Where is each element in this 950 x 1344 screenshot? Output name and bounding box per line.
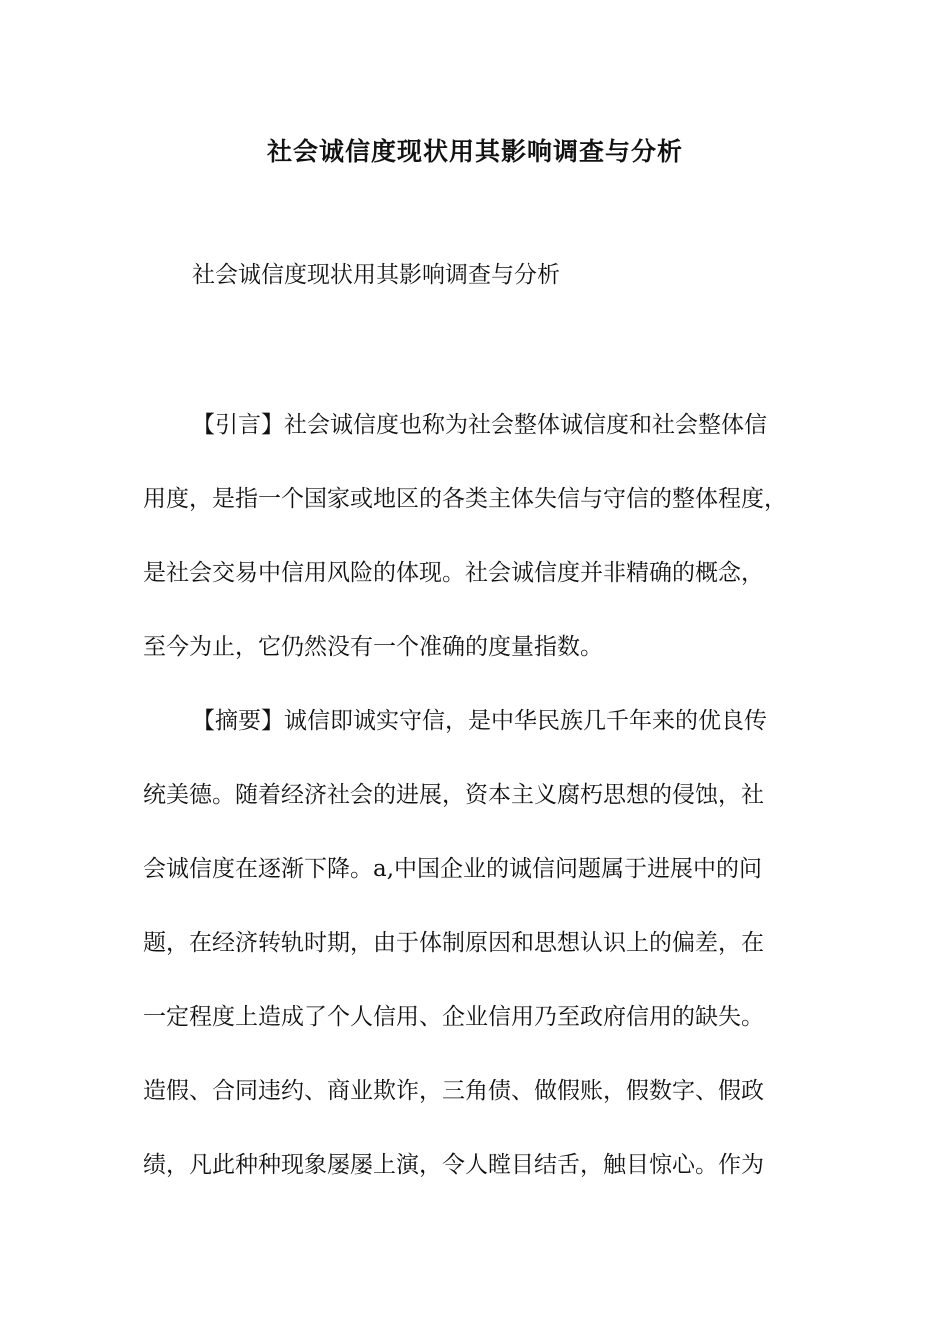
- document-title: 社会诚信度现状用其影响调查与分析: [266, 137, 683, 166]
- paragraph-line: 【摘要】诚信即诚实守信，是中华民族几千年来的优良传: [192, 708, 767, 734]
- paragraph-line: 【引言】社会诚信度也称为社会整体诚信度和社会整体信: [192, 412, 767, 438]
- paragraph-line: 统美德。随着经济社会的进展，资本主义腐朽思想的侵蚀，社: [143, 782, 764, 808]
- document-subtitle: 社会诚信度现状用其影响调查与分析: [192, 262, 560, 288]
- paragraph-line: 绩，凡此种种现象屡屡上演，令人瞠目结舌，触目惊心。作为: [143, 1152, 764, 1178]
- paragraph-line: 是社会交易中信用风险的体现。社会诚信度并非精确的概念，: [143, 560, 764, 586]
- paragraph-line: 题，在经济转轨时期，由于体制原因和思想认识上的偏差，在: [143, 930, 764, 956]
- paragraph-line: 至今为止，它仍然没有一个准确的度量指数。: [143, 634, 603, 660]
- paragraph-line: 造假、合同违约、商业欺诈，三角债、做假账，假数字、假政: [143, 1078, 764, 1104]
- paragraph-line: 用度，是指一个国家或地区的各类主体失信与守信的整体程度，: [143, 486, 787, 512]
- paragraph-line: 会诚信度在逐渐下降。a,中国企业的诚信问题属于进展中的问: [143, 856, 763, 882]
- paragraph-line: 一定程度上造成了个人信用、企业信用乃至政府信用的缺失。: [143, 1004, 764, 1030]
